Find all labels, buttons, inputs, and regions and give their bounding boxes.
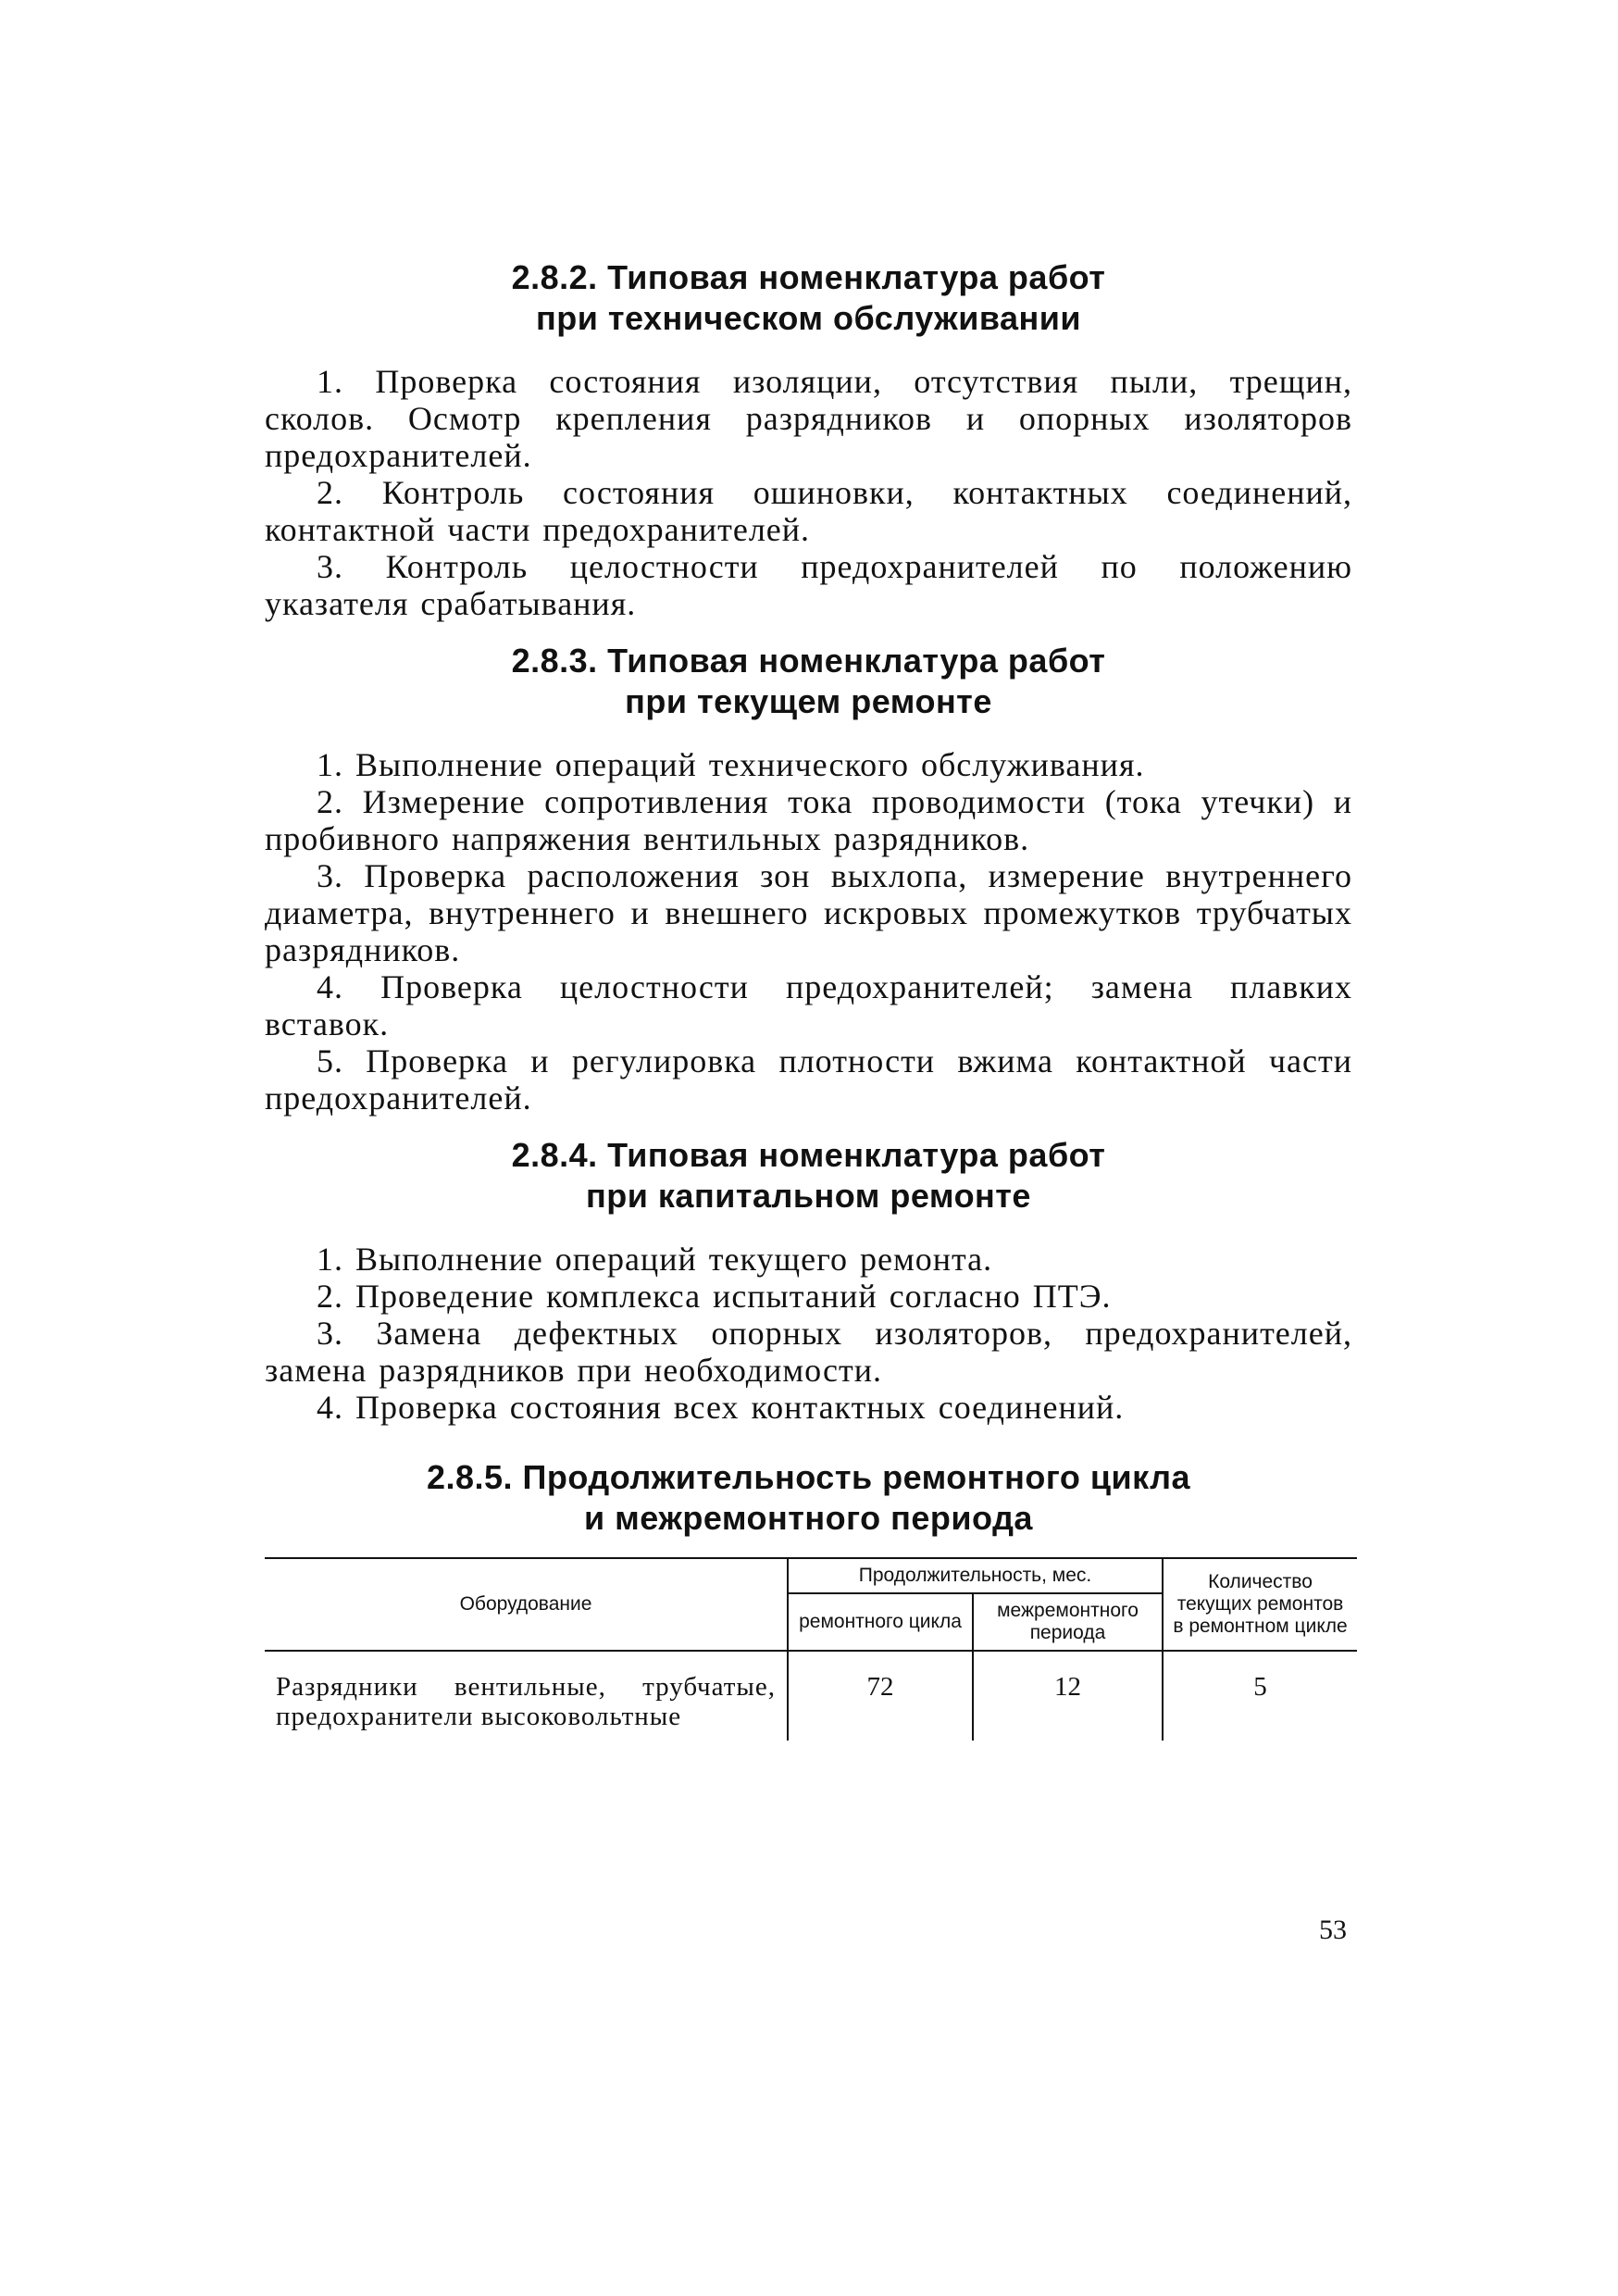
section-title-2-8-2 bbox=[265, 257, 1352, 339]
header-current-repairs-count: Количество текущих ремонтов в ремонтном цикле bbox=[1163, 1558, 1357, 1651]
header-equipment: Оборудование bbox=[265, 1558, 788, 1651]
list-item: 2. Контроль состояния ошиновки, контактных соединений, контактной части предохранителей. bbox=[265, 474, 1352, 548]
list-item: 2. Измерение сопротивления тока проводимости (тока утечки) и пробивного напряжения вентильных разрядников. bbox=[265, 783, 1352, 857]
list-item: 1. Выполнение операций технического обслуживания. bbox=[317, 746, 1145, 783]
repair-cycle-table-wrap bbox=[265, 1557, 1357, 1741]
page-content bbox=[265, 257, 1352, 1741]
section-title-line: при текущем ремонте bbox=[625, 682, 992, 720]
list-item: 4. Проверка состояния всех контактных соединений. bbox=[317, 1389, 1125, 1426]
list-item: 3. Замена дефектных опорных изоляторов, предохранителей, замена разрядников при необходимости. bbox=[265, 1315, 1352, 1389]
section-title-line: при капитальном ремонте bbox=[586, 1177, 1031, 1215]
section-title-line: при техническом обслуживании bbox=[535, 299, 1082, 337]
cell-interrepair-period: 12 bbox=[973, 1651, 1163, 1741]
header-interrepair-period: межремонтного периода bbox=[973, 1593, 1163, 1651]
section-title-2-8-4 bbox=[265, 1135, 1352, 1217]
list-item: 5. Проверка и регулировка плотности вжима контактной части предохранителей. bbox=[265, 1042, 1352, 1117]
maintenance-work-list bbox=[265, 363, 1352, 622]
section-title-line: 2.8.4. Типовая номенклатура работ bbox=[511, 1136, 1106, 1174]
list-item: 1. Проверка состояния изоляции, отсутствия пыли, трещин, сколов. Осмотр крепления разрядников и опорных изоляторов предохранителей. bbox=[265, 363, 1352, 474]
capital-repair-work-list bbox=[265, 1241, 1352, 1426]
header-repair-cycle: ремонтного цикла bbox=[788, 1593, 973, 1651]
section-title-line: 2.8.2. Типовая номенклатура работ bbox=[511, 258, 1106, 296]
section-title-2-8-3 bbox=[265, 641, 1352, 722]
section-title-line: и межремонтного периода bbox=[584, 1499, 1033, 1537]
section-title-line: 2.8.5. Продолжительность ремонтного цикла bbox=[426, 1458, 1191, 1496]
list-item: 3. Проверка расположения зон выхлопа, измерение внутреннего диаметра, внутреннего и внешнего искровых промежутков трубчатых разрядников. bbox=[265, 857, 1352, 968]
list-item: 2. Проведение комплекса испытаний согласно ПТЭ. bbox=[317, 1278, 1112, 1315]
header-duration-group: Продолжительность, мес. bbox=[788, 1558, 1163, 1593]
section-title-line: 2.8.3. Типовая номенклатура работ bbox=[511, 642, 1106, 680]
cell-repair-cycle: 72 bbox=[788, 1651, 973, 1741]
cell-current-repairs-count: 5 bbox=[1163, 1651, 1357, 1741]
repair-cycle-table bbox=[265, 1557, 1357, 1741]
section-title-2-8-5 bbox=[265, 1457, 1352, 1539]
cell-equipment: Разрядники вентильные, трубчатые, предохранители высоковольтные bbox=[276, 1672, 776, 1731]
list-item: 3. Контроль целостности предохранителей по положению указателя срабатывания. bbox=[265, 548, 1352, 622]
list-item: 4. Проверка целостности предохранителей; замена плавких вставок. bbox=[265, 968, 1352, 1042]
current-repair-work-list bbox=[265, 746, 1352, 1117]
page-number: 53 bbox=[1319, 1915, 1347, 1945]
list-item: 1. Выполнение операций текущего ремонта. bbox=[317, 1241, 993, 1278]
table-row bbox=[265, 1651, 1357, 1741]
